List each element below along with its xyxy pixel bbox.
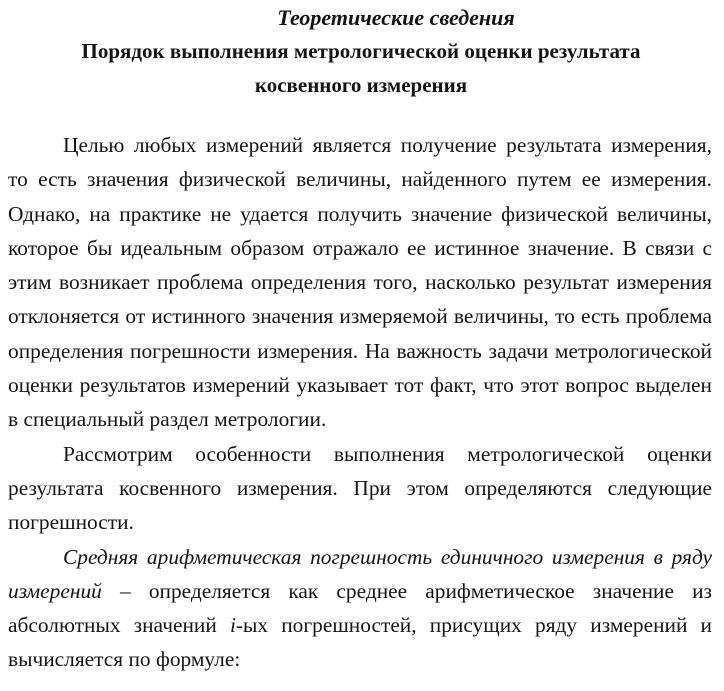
body-text [8,128,712,677]
paragraph-consider: Рассмотрим особенности выполнения метрологической оценки результата косвенного измерения. При этом определяются следующие погрешности. [8,441,712,535]
definition-text-end: -ых погрешностей, присущих ряду измерений и вычисляется по формуле: [8,613,713,672]
definition-text: определяется как среднее арифметическое значение из абсолютных значений [8,578,712,638]
definition-dash: – [101,578,149,603]
term-mean-error: Средняя арифметическая погрешность единичного измерения в ряду измерений [8,544,712,603]
variable-i: i [229,613,236,638]
paragraph-definition [8,540,712,677]
document-title: Порядок выполнения метрологической оценки результата косвенного измерения [81,39,641,97]
paragraph-intro: Целью любых измерений является получение результата измерения, то есть значения физической величины, найденного путем ее измерения. Однако, на практике не удается получить значение физической величины, которое бы идеальным образом отражало ее истинное значение. В связи с этим возникает проблема определения того, насколько результат измерения отклоняется от истинного значения измеряемой величины, то есть проблема определения погрешности измерения. На важность задачи метрологической оценки результатов измерений указывает тот факт, что этот вопрос выделен в специальный раздел метрологии. [8,133,712,432]
heading-section [8,2,714,102]
section-label: Теоретические сведения [277,5,515,30]
